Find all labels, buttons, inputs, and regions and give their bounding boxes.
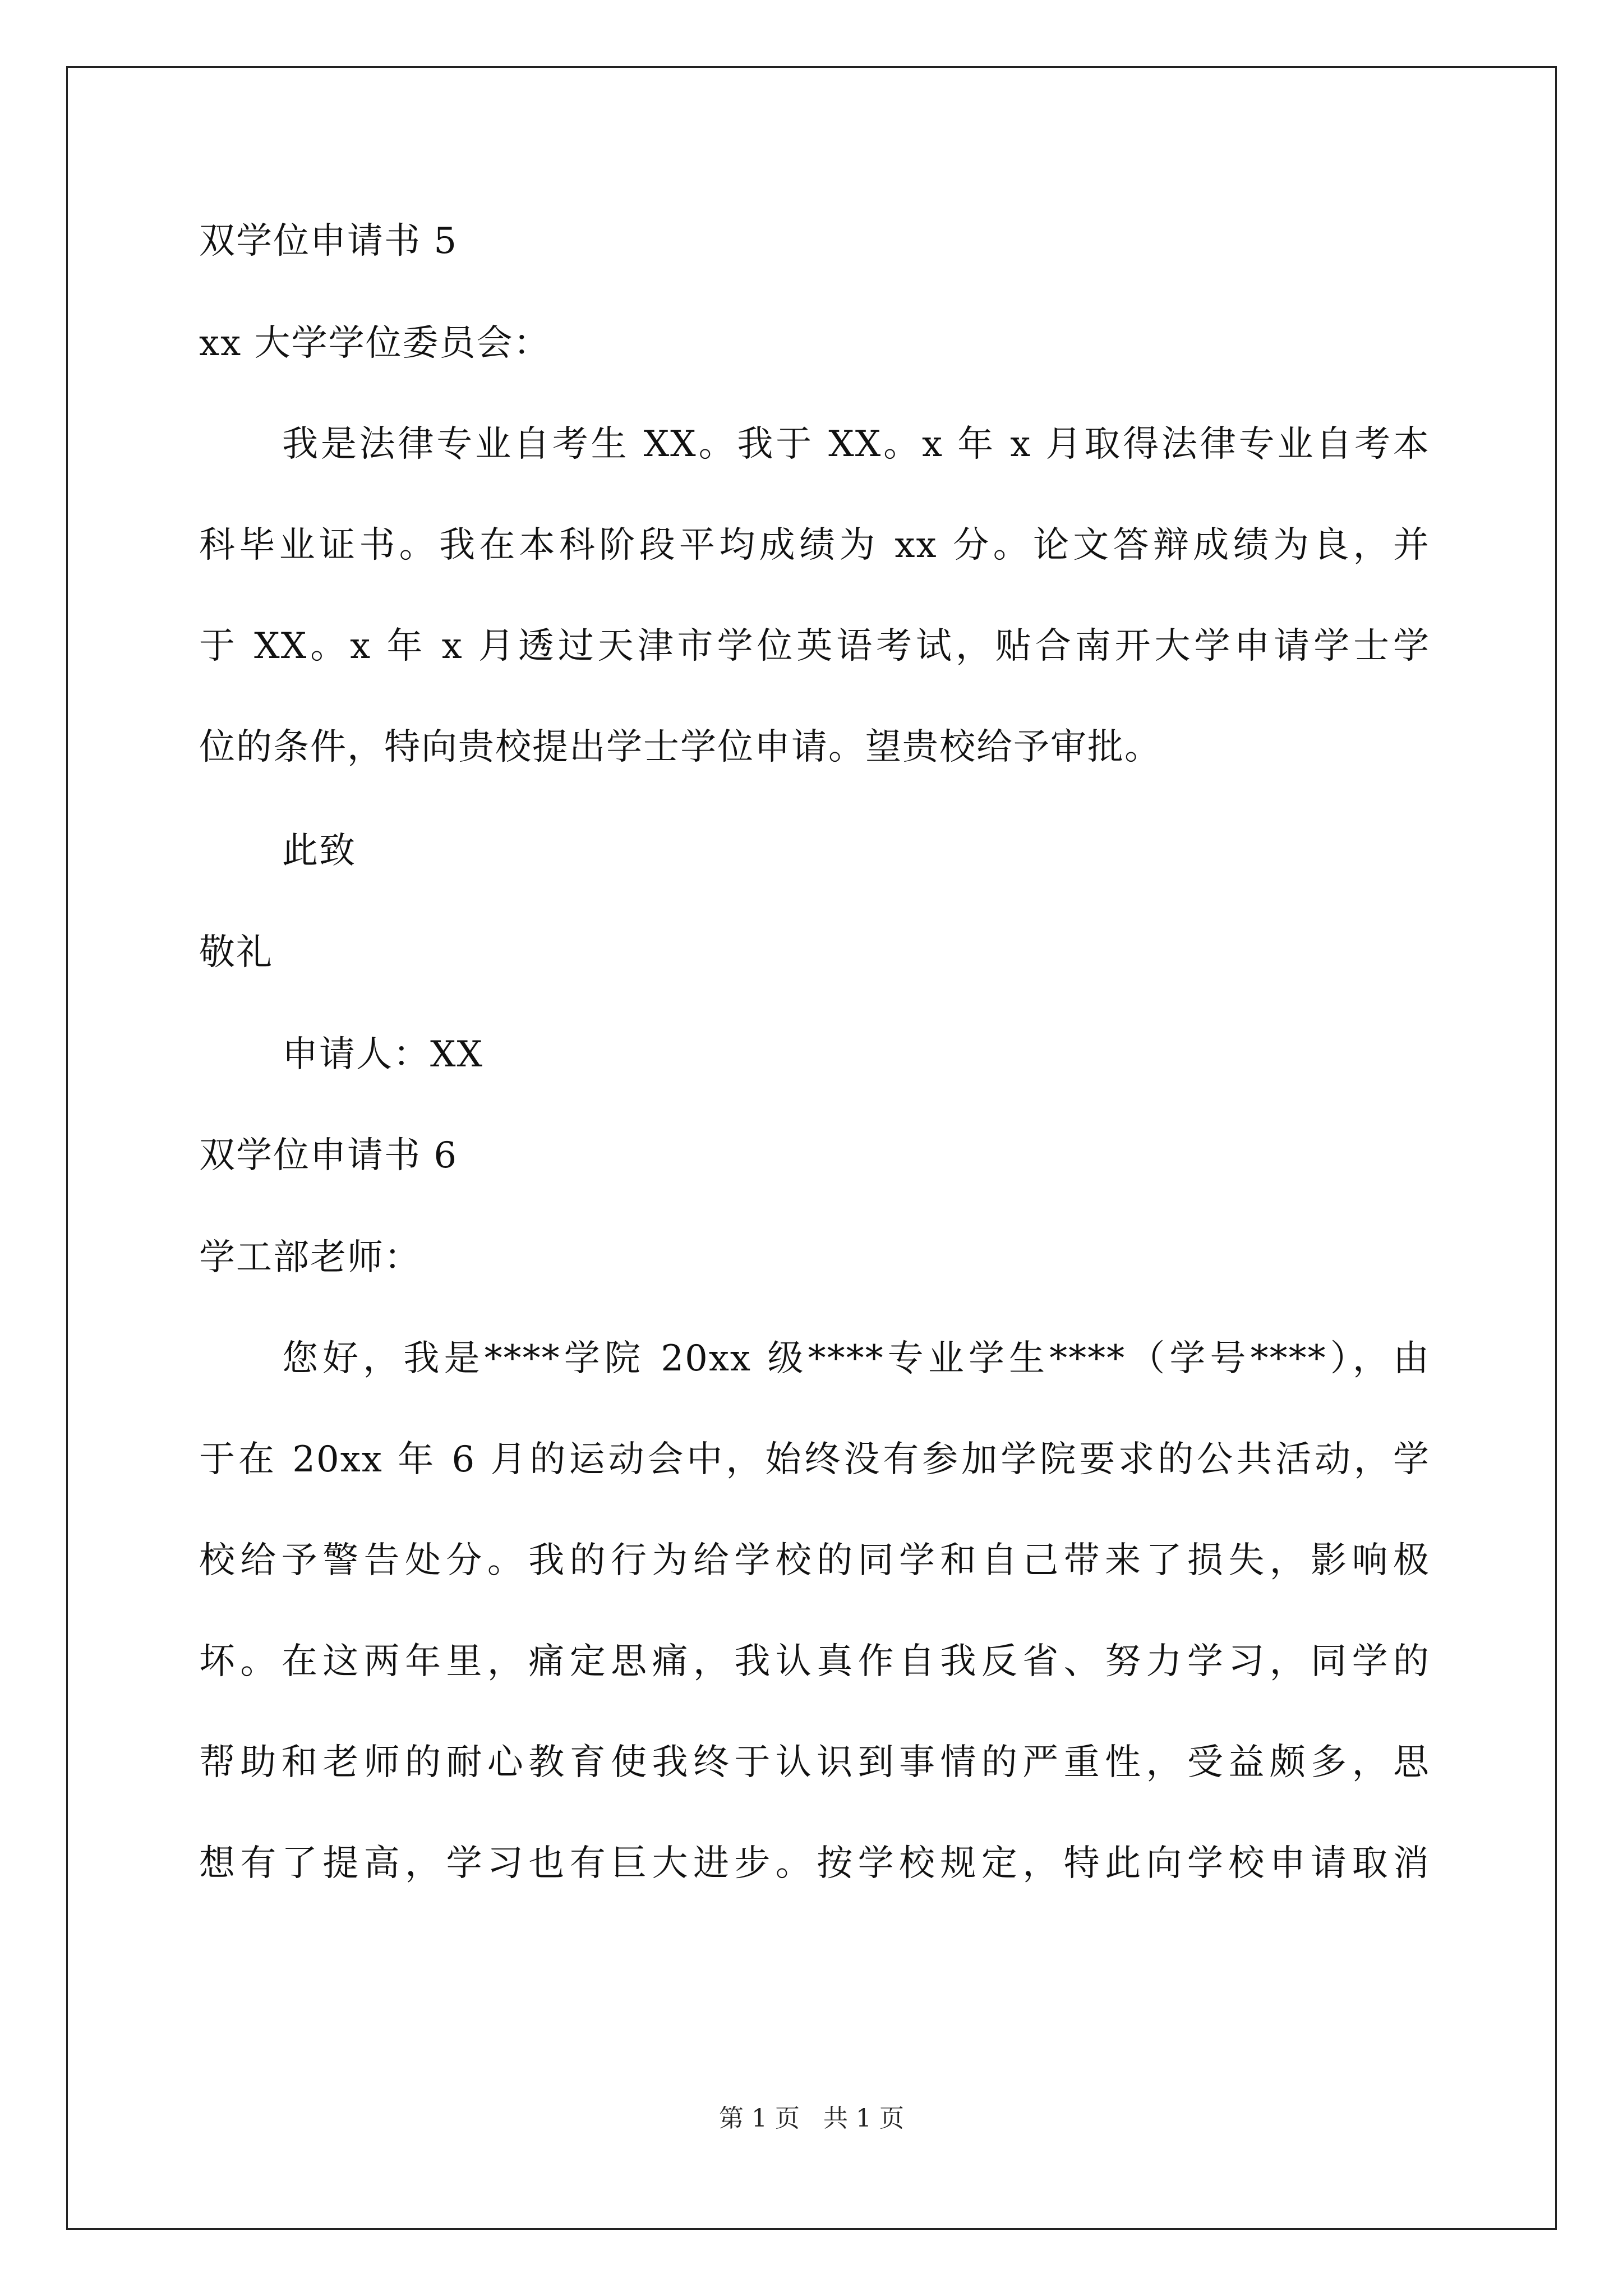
paragraph-line: 于在 20xx 年 6 月的运动会中，始终没有参加学院要求的公共活动，学: [199, 1439, 1430, 1480]
paragraph-6: [199, 1333, 1430, 1889]
paragraph-line: 校给予警告处分。我的行为给学校的同学和自己带来了损失，影响极: [199, 1540, 1430, 1581]
paragraph-line: 坏。在这两年里，痛定思痛，我认真作自我反省、努力学习，同学的: [199, 1641, 1430, 1682]
paragraph-line: 想有了提高，学习也有巨大进步。按学校规定，特此向学校申请取消: [199, 1843, 1430, 1884]
page-footer: 第 1 页 共 1 页: [719, 2104, 904, 2133]
paragraph-line: 帮助和老师的耐心教育使我终于认识到事情的严重性，受益颇多，思: [199, 1742, 1430, 1783]
paragraph-line: 您好，我是****学院 20xx 级****专业学生****（学号****），由: [282, 1338, 1430, 1379]
paragraph-line: 位的条件，特向贵校提出学士学位申请。望贵校给予审批。: [199, 726, 1161, 768]
paragraph-line: 科毕业证书。我在本科阶段平均成绩为 xx 分。论文答辩成绩为良，并: [199, 524, 1430, 566]
salutation-5: xx 大学学位委员会：: [199, 323, 551, 364]
closing-salute: 敬礼: [199, 932, 273, 973]
salutation-6: 学工部老师：: [199, 1237, 421, 1278]
paragraph-line: 我是法律专业自考生 XX。我于 XX。x 年 x 月取得法律专业自考本: [282, 424, 1430, 465]
closing-regards: 此致: [282, 830, 356, 872]
section-title-6: 双学位申请书 6: [199, 1135, 458, 1176]
paragraph-5: [199, 419, 1430, 772]
signature: 申请人：XX: [282, 1034, 484, 1075]
paragraph-line: 于 XX。x 年 x 月透过天津市学位英语考试，贴合南开大学申请学士学: [199, 625, 1430, 667]
section-title-5: 双学位申请书 5: [199, 220, 458, 262]
